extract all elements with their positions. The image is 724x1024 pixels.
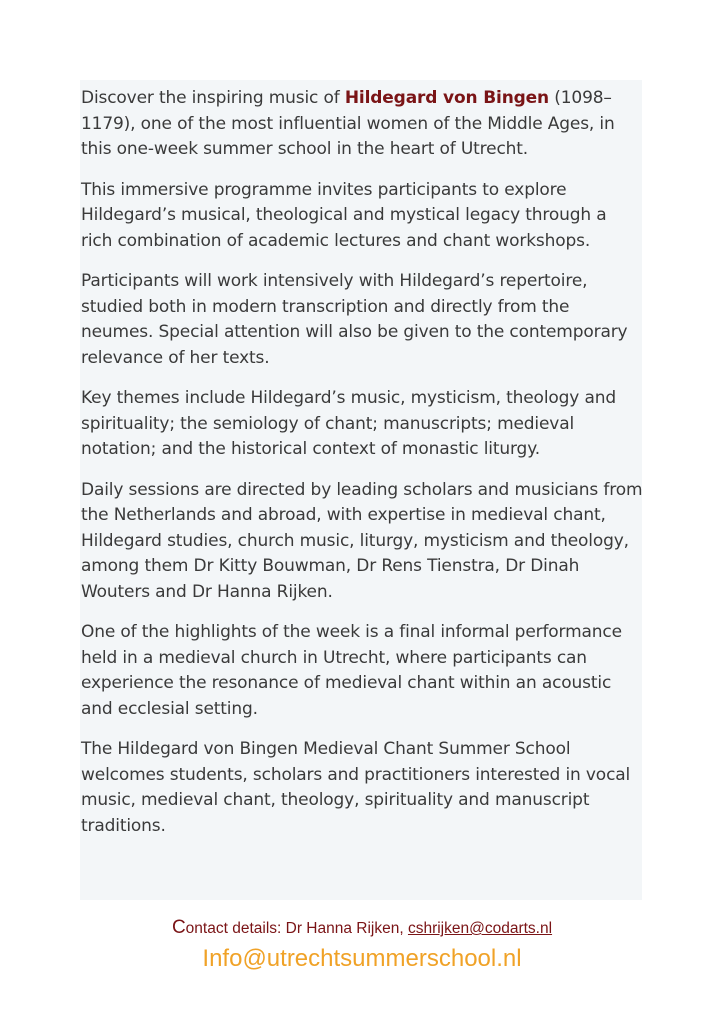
paragraph-themes: Key themes include Hildegard’s music, mysticism, theology and spirituality; the semiology of chant; manuscripts; medieval notation; and the historical context of monastic liturgy. (81, 388, 616, 459)
paragraph-welcome: The Hildegard von Bingen Medieval Chant Summer School welcomes students, scholars and practitioners interested in vocal music, medieval chant, theology, spirituality and manuscript traditions. (81, 739, 631, 836)
main-content (81, 86, 643, 839)
contact-details (0, 917, 724, 939)
intro-text-end: (1098–1179), one of the most influential women of the Middle Ages, in this one-week summer school in the heart of Utrecht. (81, 88, 615, 159)
paragraph-intro (81, 86, 643, 163)
paragraph-repertoire: Participants will work intensively with Hildegard’s repertoire, studied both in modern transcription and directly from the neumes. Special attention will also be given to the contemporary relevance of her texts. (81, 271, 628, 368)
contact-email-link[interactable]: cshrijken@codarts.nl (407, 920, 553, 937)
intro-text-start: Discover the inspiring music of (81, 88, 345, 108)
paragraph-sessions: Daily sessions are directed by leading scholars and musicians from the Netherlands and abroad, with expertise in medieval chant, Hildegard studies, church music, liturgy, mysticism and theology, among them Dr Kitty Bouwman, Dr Rens Tienstra, Dr Dinah Wouters and Dr Hanna Rijken. (81, 479, 643, 602)
paragraph-highlights: One of the highlights of the week is a final informal performance held in a medieval church in Utrecht, where participants can experience the resonance of medieval chant within an acoustic and ecclesial setting. (81, 622, 622, 719)
contact-label: ontact details: Dr Hanna Rijken, (185, 920, 408, 937)
contact-initial: C (171, 917, 186, 938)
website-link[interactable]: Info@utrechtsummerschool.nl (202, 945, 522, 972)
paragraph-programme: This immersive programme invites participants to explore Hildegard’s musical, theological and mystical legacy through a rich combination of academic lectures and chant workshops. (81, 179, 607, 251)
hildegard-name-highlight: Hildegard von Bingen (344, 88, 550, 108)
